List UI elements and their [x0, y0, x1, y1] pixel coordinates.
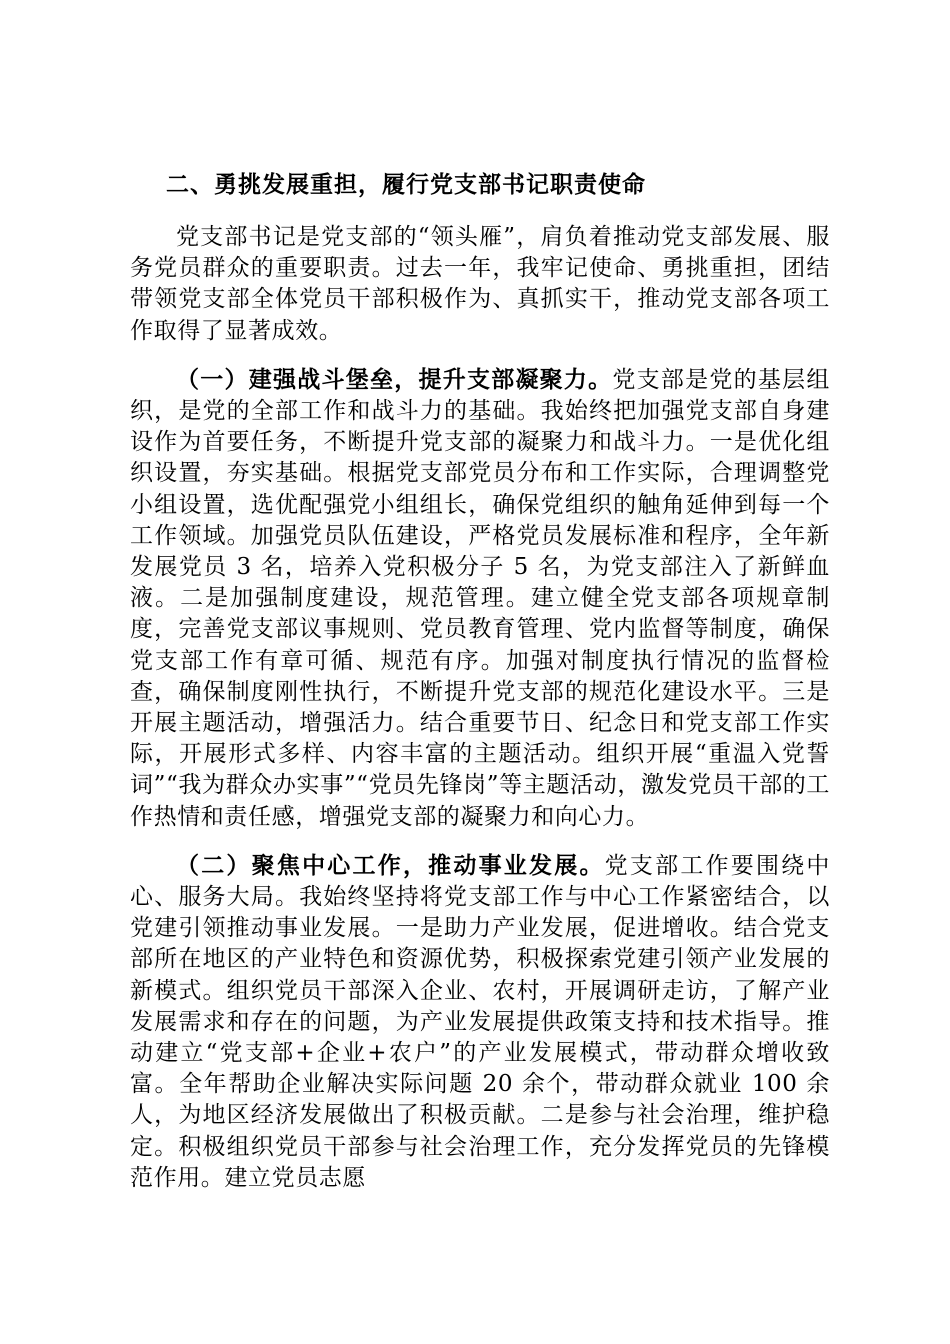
subsection-1-title: （一）建强战斗堡垒，提升支部凝聚力。 — [176, 366, 613, 393]
subsection-2-body: 党支部工作要围绕中心、服务大局。我始终坚持将党支部工作与中心工作紧密结合，以党建引领推动事业发展。一是助力产业发展，促进增收。结合党支部所在地区的产业特色和资源优势，积极探索党建引领产业发展的新模式。组织党员干部深入企业、农村，开展调研走访，了解产业发展需求和存在的问题，为产业发展提供政策支持和技术指导。推动建立“党支部+企业+农户”的产业发展模式，带动群众增收致富。全年帮助企业解决实际问题 20 余个，带动群众就业 100 余人，为地区经济发展做出了积极贡献。二是参与社会治理，维护稳定。积极组织党员干部参与社会治理工作，充分发挥党员的先锋模范作用。建立党员志愿 — [130, 852, 830, 1191]
document-body — [130, 168, 830, 1212]
intro-paragraph: 党支部书记是党支部的“领头雁”，肩负着推动党支部发展、服务党员群众的重要职责。过去一年，我牢记使命、勇挑重担，团结带领党支部全体党员干部积极作为、真抓实干，推动党支部各项工作取得了显著成效。 — [130, 224, 830, 344]
subsection-2-title: （二）聚焦中心工作，推动事业发展。 — [176, 852, 605, 879]
subsection-1-body: 党支部是党的基层组织，是党的全部工作和战斗力的基础。我始终把加强党支部自身建设作为首要任务，不断提升党支部的凝聚力和战斗力。一是优化组织设置，夯实基础。根据党支部党员分布和工作实际，合理调整党小组设置，选优配强党小组组长，确保党组织的触角延伸到每一个工作领域。加强党员队伍建设，严格党员发展标准和程序，全年新发展党员 3 名，培养入党积极分子 5 名，为党支部注入了新鲜血液。二是加强制度建设，规范管理。建立健全党支部各项规章制度，完善党支部议事规则、党员教育管理、党内监督等制度，确保党支部工作有章可循、规范有序。加强对制度执行情况的监督检查，确保制度刚性执行，不断提升党支部的规范化建设水平。三是开展主题活动，增强活力。结合重要节日、纪念日和党支部工作实际，开展形式多样、内容丰富的主题活动。组织开展“重温入党誓词”“我为群众办实事”“党员先锋岗”等主题活动，激发党员干部的工作热情和责任感，增强党支部的凝聚力和向心力。 — [130, 366, 830, 830]
subsection-2-paragraph — [130, 851, 830, 1194]
section-heading: 二、勇挑发展重担，履行党支部书记职责使命 — [166, 172, 646, 198]
subsection-1-paragraph — [130, 365, 830, 833]
